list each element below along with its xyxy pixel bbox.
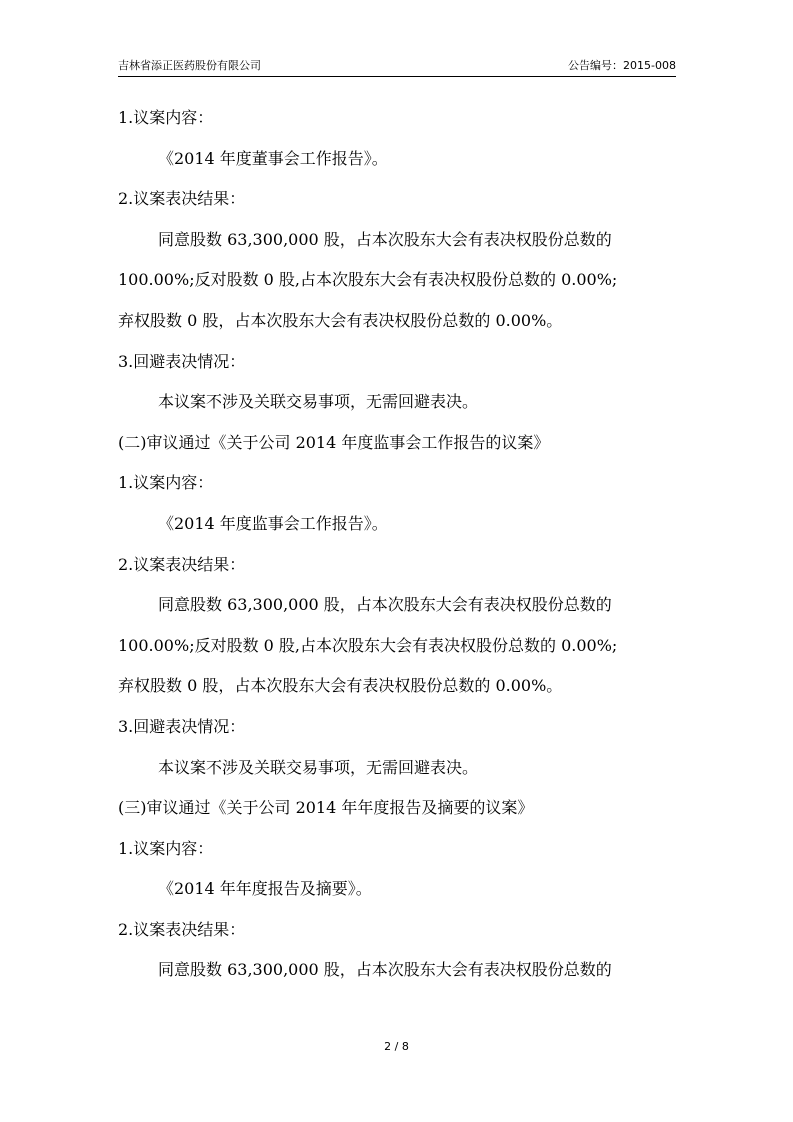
company-name: 吉林省添正医药股份有限公司: [118, 59, 261, 72]
vote-result-text: 100.00%;反对股数 0 股,占本次股东大会有表决权股份总数的 0.00%;: [118, 270, 618, 290]
recusal-text: 本议案不涉及关联交易事项，无需回避表决。: [158, 757, 479, 777]
notice-number: 公告编号：2015-008: [568, 59, 676, 72]
page-number: 2 / 8: [384, 1040, 409, 1053]
item-heading: 2.议案表决结果：: [118, 189, 246, 209]
item-heading: 1.议案内容：: [118, 108, 214, 127]
vote-result-text: 同意股数 63,300,000 股，占本次股东大会有表决权股份总数的: [158, 229, 612, 249]
vote-result-text: 同意股数 63,300,000 股，占本次股东大会有表决权股份总数的: [158, 960, 612, 980]
item-heading: 3.回避表决情况：: [118, 716, 246, 736]
item-heading: 1.议案内容：: [118, 473, 214, 493]
item-heading: 3.回避表决情况：: [118, 351, 246, 371]
document-body: [118, 104, 678, 997]
item-heading: 2.议案表决结果：: [118, 919, 246, 939]
vote-result-text: 弃权股数 0 股，占本次股东大会有表决权股份总数的 0.00%。: [118, 310, 563, 330]
vote-result-text: 弃权股数 0 股，占本次股东大会有表决权股份总数的 0.00%。: [118, 676, 563, 696]
report-title: 《2014 年年度报告及摘要》。: [158, 879, 372, 899]
vote-result-text: 100.00%;反对股数 0 股,占本次股东大会有表决权股份总数的 0.00%;: [118, 635, 618, 655]
resolution-heading: (二)审议通过《关于公司 2014 年度监事会工作报告的议案》: [118, 432, 550, 452]
item-heading: 2.议案表决结果：: [118, 554, 246, 574]
resolution-heading: (三)审议通过《关于公司 2014 年年度报告及摘要的议案》: [118, 798, 534, 818]
report-title: 《2014 年度监事会工作报告》。: [158, 513, 388, 533]
report-title: 《2014 年度董事会工作报告》。: [158, 148, 388, 168]
recusal-text: 本议案不涉及关联交易事项，无需回避表决。: [158, 392, 479, 412]
item-heading: 1.议案内容：: [118, 838, 214, 858]
page-header: [118, 54, 676, 77]
vote-result-text: 同意股数 63,300,000 股，占本次股东大会有表决权股份总数的: [158, 595, 612, 615]
